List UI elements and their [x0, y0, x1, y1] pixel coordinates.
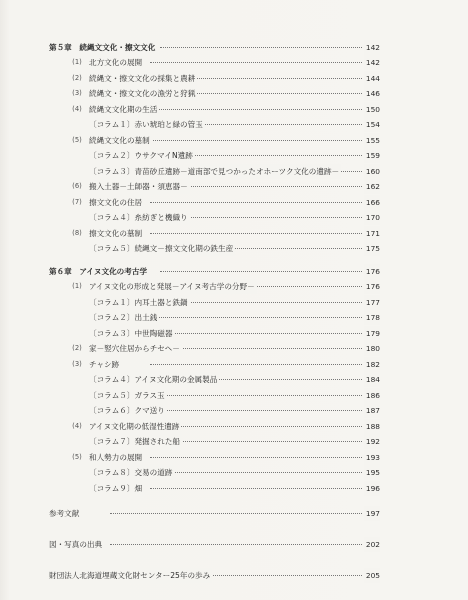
page-number: 178 [364, 310, 380, 325]
section-number: (2) [72, 344, 82, 352]
column-entry [0, 148, 468, 163]
page-number: 176 [364, 279, 380, 294]
column-entry [0, 164, 468, 179]
dot-leader [150, 457, 362, 458]
page-number: 175 [364, 241, 380, 256]
dot-leader [150, 364, 362, 365]
section-number: (5) [72, 135, 82, 144]
entry-title: 北方文化の展開 [89, 55, 144, 70]
section-entry [0, 55, 468, 70]
entry-title: 家－竪穴住居からチセヘ－ [89, 341, 182, 356]
section-entry [0, 86, 468, 101]
dot-leader [150, 395, 362, 396]
entry-title: 和人勢力の展開 [89, 450, 144, 465]
section-entry [0, 195, 468, 210]
entry-title: 擦文文化の住居 [89, 195, 144, 210]
page-number: 180 [364, 341, 380, 356]
section-number: (4) [72, 104, 82, 113]
page-number: 166 [364, 195, 380, 210]
page-number: 184 [364, 372, 380, 387]
backmatter-entry [0, 506, 468, 521]
entry-title: 参考文献 [49, 506, 81, 521]
entry-title: 〔コラム２〕ウサクマイN遺跡 [89, 148, 195, 163]
entry-title: 続縄文文化期の生活 [89, 102, 159, 117]
dot-leader [160, 271, 362, 272]
section-number: (2) [72, 73, 82, 82]
column-entry [0, 481, 468, 496]
dot-leader [150, 140, 362, 141]
dot-leader [160, 47, 362, 48]
dot-leader [150, 233, 362, 234]
dot-leader [110, 544, 362, 545]
dot-leader [150, 62, 362, 63]
entry-title: チャシ跡 [89, 357, 121, 372]
section-number: (1) [72, 58, 82, 66]
entry-title: 〔コラム４〕糸紡ぎと機織り [89, 210, 190, 225]
entry-title: アイヌ文化の形成と発展－アイヌ考古学の分野－ [89, 279, 257, 294]
page-number: 193 [364, 450, 380, 465]
page-number: 146 [364, 86, 380, 101]
section-entry [0, 179, 468, 194]
column-entry [0, 388, 468, 403]
section-number: (3) [72, 89, 82, 97]
entry-title: アイヌ文化期の低湿性遺跡 [89, 419, 181, 434]
page-number: 142 [364, 55, 380, 70]
backmatter-entry [0, 568, 468, 583]
entry-title: 財団法人北海道埋蔵文化財センター25年の歩み [49, 568, 212, 583]
column-entry [0, 372, 468, 387]
column-entry [0, 434, 468, 449]
page-number: 187 [364, 403, 380, 418]
entry-title: 〔コラム７〕発掘された船 [89, 434, 182, 449]
page-number: 162 [364, 179, 380, 194]
column-entry [0, 465, 468, 480]
page-number: 160 [364, 164, 380, 179]
page-number: 155 [364, 133, 380, 148]
entry-title: 〔コラム５〕ガラス玉 [89, 388, 167, 403]
entry-title: 図・写真の出典 [49, 537, 104, 552]
dot-leader [150, 410, 362, 411]
entry-title: 擦文文化の墓制 [89, 226, 144, 241]
dot-leader [110, 513, 362, 514]
section-entry [0, 450, 468, 465]
section-entry [0, 102, 468, 117]
dot-leader [150, 488, 362, 489]
entry-title: 〔コラム２〕出土銭 [89, 310, 159, 325]
page-number: 154 [364, 117, 380, 132]
entry-title: 〔コラム４〕アイヌ文化期の金属製品 [89, 372, 219, 387]
chapter-title: 第６章 アイヌ文化の考古学 [49, 264, 149, 279]
entry-title: 〔コラム３〕青苗砂丘遺跡－道南部で見つかったオホーツク文化の遺跡－ [89, 164, 341, 179]
page-number: 170 [364, 210, 380, 225]
entry-title: 〔コラム５〕続縄文－擦文文化期の鉄生産 [89, 241, 235, 256]
page-number: 150 [364, 102, 380, 117]
entry-title: 〔コラム６〕クマ送り [89, 403, 167, 418]
entry-title: 〔コラム８〕交易の道跡 [89, 465, 174, 480]
section-entry [0, 133, 468, 148]
section-number: (3) [72, 359, 82, 368]
dot-leader [150, 472, 362, 473]
column-entry [0, 241, 468, 256]
column-entry [0, 295, 468, 310]
page-number: 159 [364, 148, 380, 163]
section-number: (8) [72, 228, 82, 237]
backmatter-entry [0, 537, 468, 552]
entry-title: 〔コラム１〕内耳土器と鉄鍋 [89, 295, 190, 310]
page-number: 177 [364, 295, 380, 310]
section-number: (5) [72, 452, 82, 461]
dot-leader [150, 333, 362, 334]
section-entry [0, 71, 468, 86]
page-number: 196 [364, 481, 380, 496]
page-number: 192 [364, 434, 380, 449]
page-number: 179 [364, 326, 380, 341]
dot-leader [150, 426, 362, 427]
page-number: 205 [364, 568, 380, 583]
chapter-5-heading [0, 40, 468, 55]
page-number: 182 [364, 357, 380, 372]
entry-title: 〔コラム９〕畑 [89, 481, 144, 496]
column-entry [0, 310, 468, 325]
section-entry [0, 341, 468, 356]
column-entry [0, 403, 468, 418]
entry-title: 続縄文文化の墓制 [89, 133, 152, 148]
page-number: 142 [364, 40, 380, 55]
dot-leader [150, 317, 362, 318]
column-entry [0, 117, 468, 132]
column-entry [0, 326, 468, 341]
page-number: 186 [364, 388, 380, 403]
page-number: 176 [364, 264, 380, 279]
section-entry [0, 357, 468, 372]
entry-title: 〔コラム１〕赤い琥珀と緑の管玉 [89, 117, 205, 132]
entry-title: 続縄文・擦文文化の漁労と狩猟 [89, 86, 197, 101]
section-entry [0, 419, 468, 434]
section-number: (1) [72, 282, 82, 290]
entry-title: 〔コラム３〕中世陶磁器 [89, 326, 174, 341]
section-entry [0, 279, 468, 294]
page-number: 144 [364, 71, 380, 86]
chapter-title: 第５章 続縄文文化・擦文文化 [49, 40, 157, 55]
page-number: 202 [364, 537, 380, 552]
chapter-6-heading [0, 264, 468, 279]
section-number: (6) [72, 182, 82, 190]
section-number: (7) [72, 197, 82, 206]
entry-title: 続縄文・擦文文化の採集と農耕 [89, 71, 197, 86]
dot-leader [150, 109, 362, 110]
entry-title: 搬入土器－土師器・須恵器－ [89, 179, 190, 194]
page-number: 195 [364, 465, 380, 480]
page-number: 197 [364, 506, 380, 521]
page-number: 188 [364, 419, 380, 434]
section-number: (4) [72, 421, 82, 430]
page-number: 171 [364, 226, 380, 241]
dot-leader [150, 202, 362, 203]
column-entry [0, 210, 468, 225]
section-entry [0, 226, 468, 241]
